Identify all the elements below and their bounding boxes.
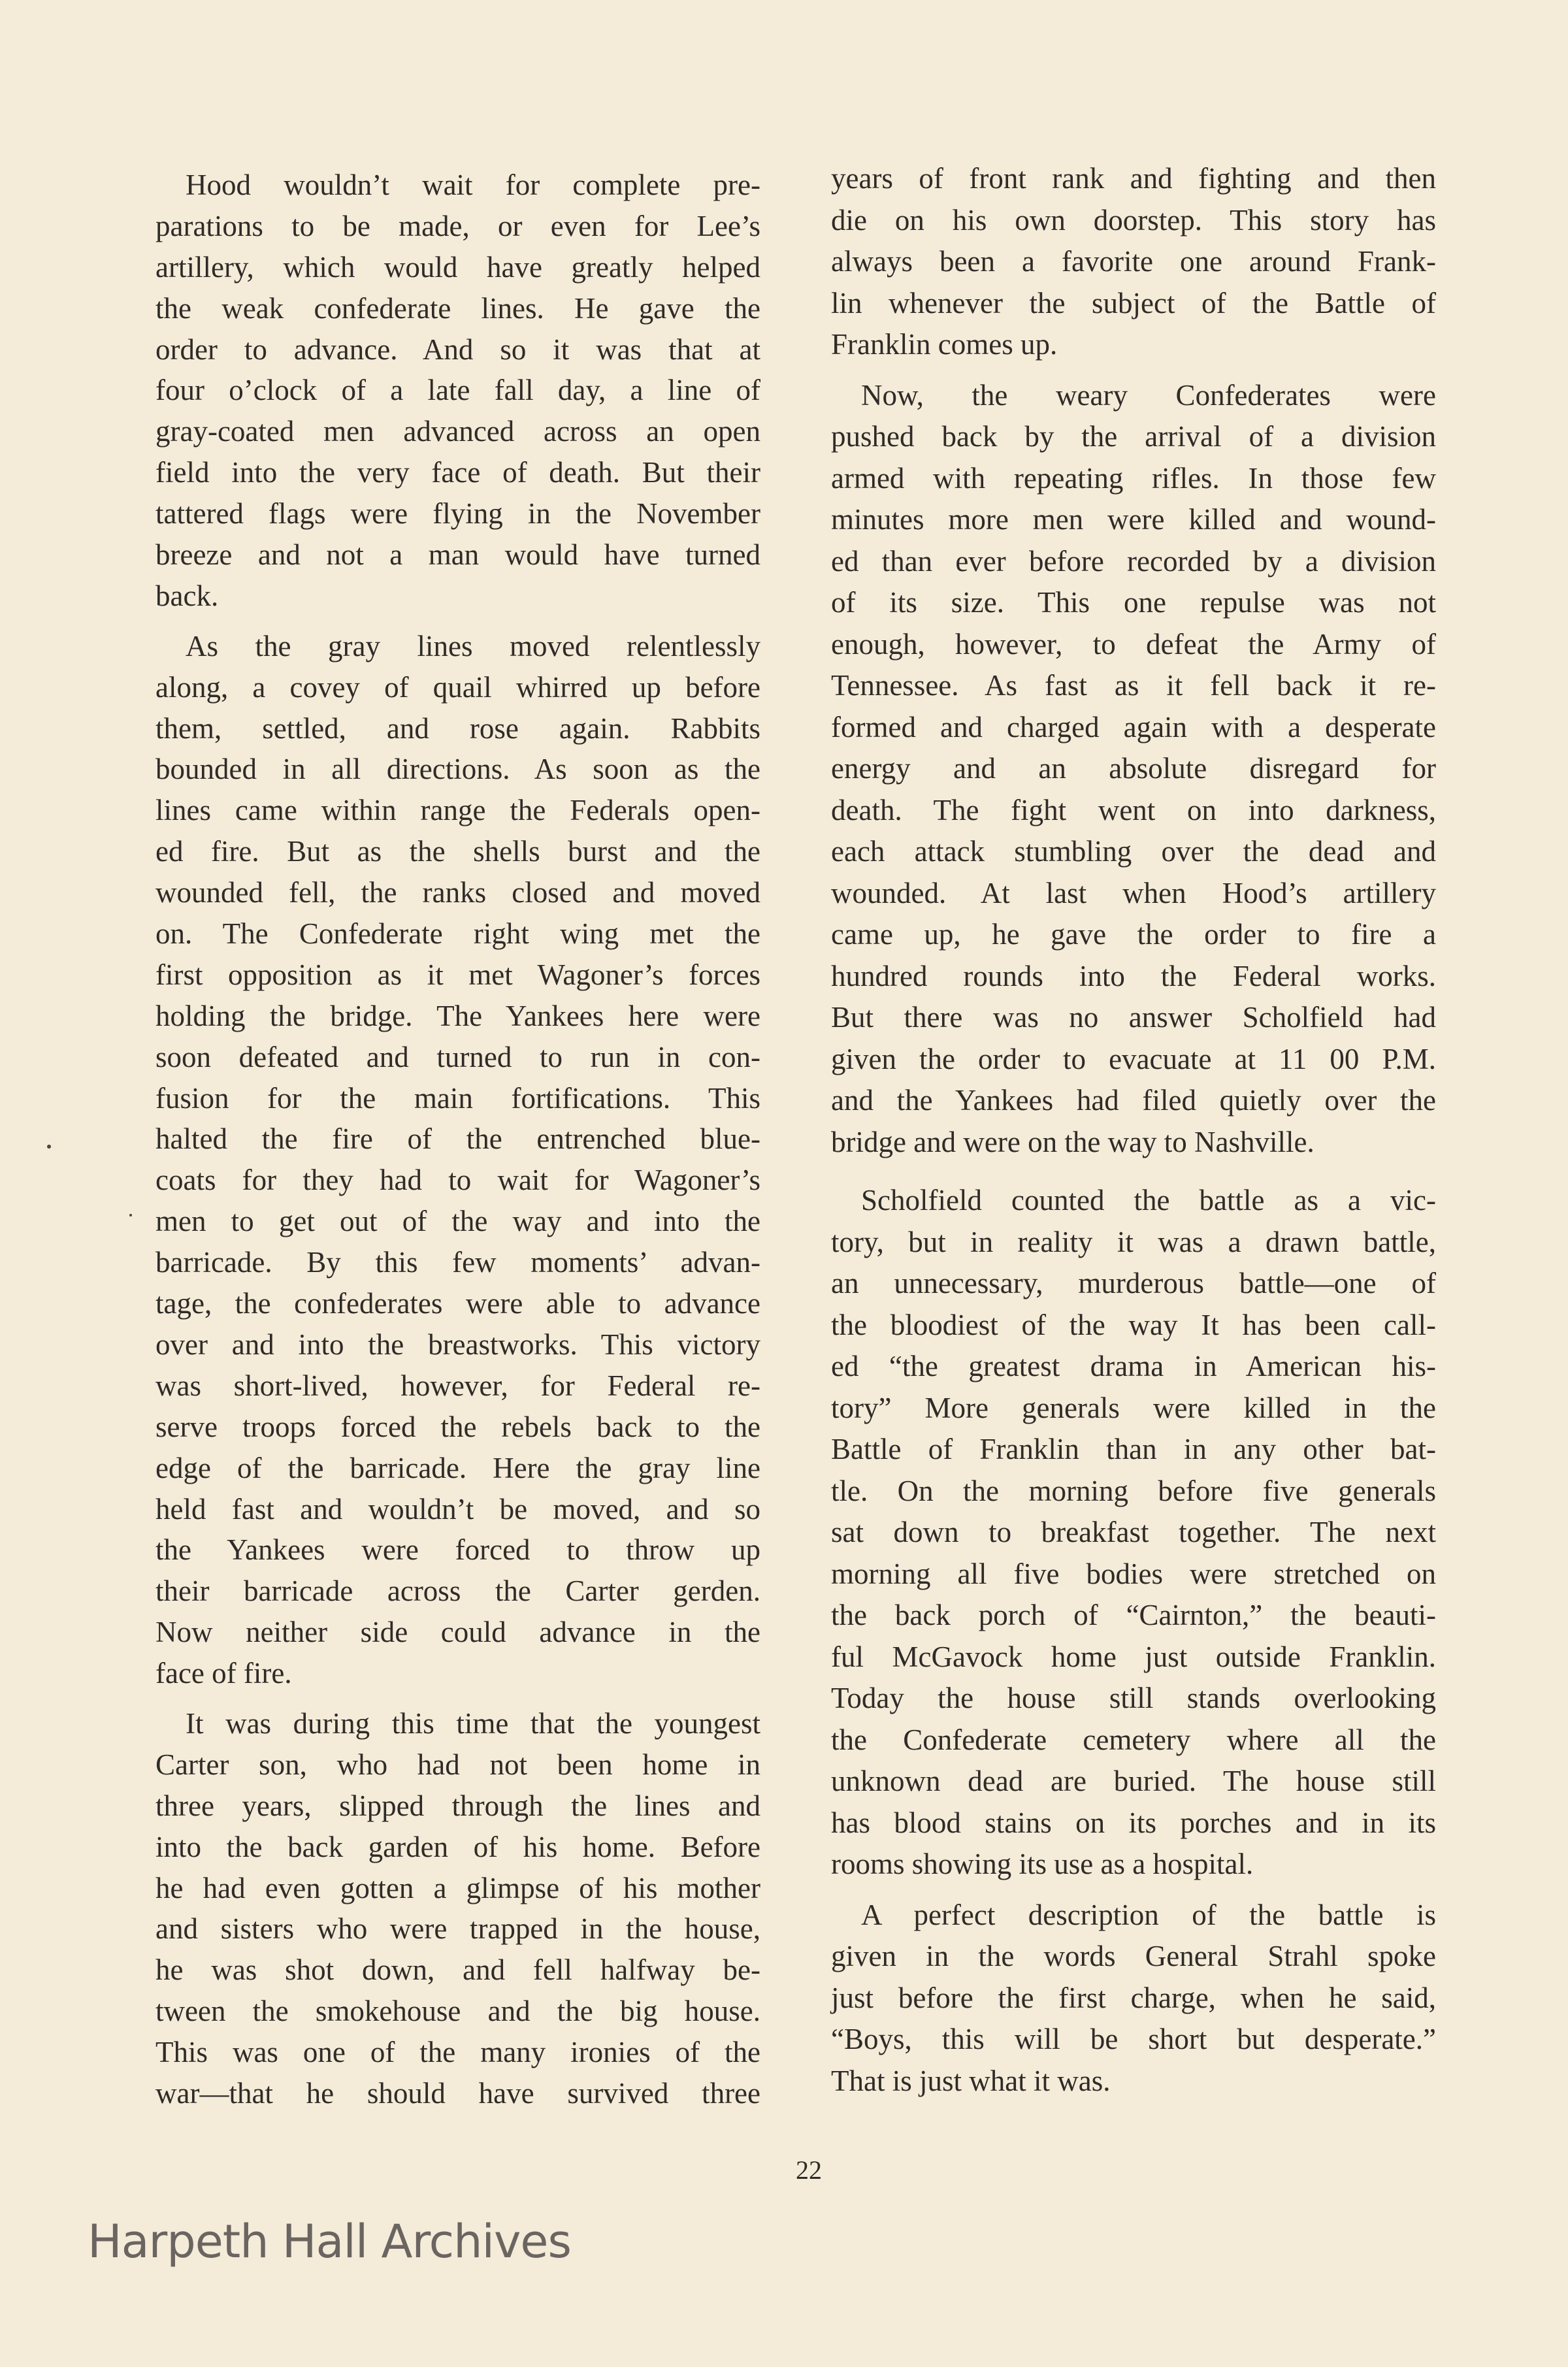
text-line: wounded fell, the ranks closed and moved bbox=[155, 876, 760, 909]
text-line: armed with repeating rifles. In those few bbox=[831, 461, 1436, 495]
paragraph bbox=[831, 1895, 1436, 2102]
paragraph bbox=[155, 165, 760, 617]
text-line: Now, the weary Confederates were bbox=[861, 378, 1436, 412]
text-line: fusion for the main fortifications. This bbox=[155, 1081, 760, 1115]
text-line: four o’clock of a late fall day, a line of bbox=[155, 374, 760, 407]
text-line: three years, slipped through the lines and bbox=[155, 1789, 760, 1822]
text-line: an unnecessary, murderous battle—one of bbox=[831, 1267, 1436, 1299]
text-line: bounded in all directions. As soon as the bbox=[155, 753, 760, 786]
text-line: always been a favorite one around Frank- bbox=[831, 245, 1436, 278]
text-line: them, settled, and rose again. Rabbits bbox=[155, 711, 760, 745]
text-line: tween the smokehouse and the big house. bbox=[155, 1995, 760, 2028]
text-line: morning all five bodies were stretched on bbox=[831, 1557, 1436, 1590]
text-line: order to advance. And so it was that at bbox=[155, 333, 760, 366]
text-line: has blood stains on its porches and in its bbox=[831, 1806, 1436, 1839]
text-line: just before the first charge, when he said, bbox=[831, 1981, 1436, 2014]
text-line: Scholfield counted the battle as a vic- bbox=[861, 1184, 1436, 1216]
text-line: rooms showing its use as a hospital. bbox=[831, 1848, 1254, 1880]
text-line: he was shot down, and fell halfway be- bbox=[155, 1953, 760, 1987]
text-line: parations to be made, or even for Lee’s bbox=[155, 209, 760, 242]
text-line: hundred rounds into the Federal works. bbox=[831, 959, 1436, 992]
text-line: of its size. This one repulse was not bbox=[831, 586, 1436, 619]
text-line: energy and an absolute disregard for bbox=[831, 752, 1436, 785]
text-line: ed than ever before recorded by a division bbox=[831, 544, 1436, 578]
text-line: tage, the confederates were able to advance bbox=[155, 1287, 760, 1320]
text-line: enough, however, to defeat the Army of bbox=[831, 627, 1436, 661]
text-line: As the gray lines moved relentlessly bbox=[186, 629, 760, 662]
text-line: first opposition as it met Wagoner’s forces bbox=[155, 958, 760, 991]
text-line: into the back garden of his home. Before bbox=[155, 1830, 760, 1863]
text-line: Tennessee. As fast as it fell back it re- bbox=[831, 669, 1436, 702]
text-line: years of front rank and fighting and then bbox=[831, 162, 1436, 195]
text-line: holding the bridge. The Yankees here were bbox=[155, 999, 760, 1032]
text-line: halted the fire of the entrenched blue- bbox=[155, 1122, 760, 1156]
text-line: along, a covey of quail whirred up before bbox=[155, 670, 760, 704]
text-line: tory, but in reality it was a drawn battle, bbox=[831, 1225, 1436, 1258]
paragraph bbox=[155, 1703, 760, 2114]
text-line: men to get out of the way and into the bbox=[155, 1205, 760, 1238]
text-line: tle. On the morning before five generals bbox=[831, 1474, 1436, 1507]
text-line: Franklin comes up. bbox=[831, 328, 1058, 361]
paper-speck bbox=[129, 1214, 132, 1216]
text-line: It was during this time that the youngest bbox=[186, 1706, 760, 1740]
paragraph bbox=[831, 158, 1436, 366]
text-line: the Confederate cemetery where all the bbox=[831, 1723, 1436, 1756]
paragraph bbox=[831, 375, 1436, 1164]
text-line: the Yankees were forced to throw up bbox=[155, 1533, 760, 1567]
text-line: This was one of the many ironies of the bbox=[155, 2036, 760, 2069]
text-line: and the Yankees had filed quietly over the bbox=[831, 1084, 1436, 1117]
text-line: formed and charged again with a desperate bbox=[831, 710, 1436, 743]
text-line: breeze and not a man would have turned bbox=[155, 538, 760, 572]
text-line: “Boys, this will be short but desperate.” bbox=[831, 2023, 1436, 2055]
text-line: and sisters who were trapped in the house, bbox=[155, 1912, 760, 1946]
text-line: unknown dead are buried. The house still bbox=[831, 1765, 1436, 1797]
text-line: back. bbox=[155, 579, 219, 612]
text-line: soon defeated and turned to run in con- bbox=[155, 1040, 760, 1073]
text-line: lines came within range the Federals open- bbox=[155, 794, 760, 827]
text-line: he had even gotten a glimpse of his mother bbox=[155, 1871, 760, 1904]
text-line: artillery, which would have greatly helped bbox=[155, 250, 760, 284]
text-line: serve troops forced the rebels back to the bbox=[155, 1410, 760, 1443]
text-line: the bloodiest of the way It has been call- bbox=[831, 1308, 1436, 1341]
text-line: Hood wouldn’t wait for complete pre- bbox=[186, 169, 760, 201]
text-line: But there was no answer Scholfield had bbox=[831, 1001, 1436, 1034]
text-line: came up, he gave the order to fire a bbox=[831, 918, 1436, 951]
text-line: gray-coated men advanced across an open bbox=[155, 415, 760, 448]
text-line: minutes more men were killed and wound- bbox=[831, 503, 1436, 536]
text-line: each attack stumbling over the dead and bbox=[831, 835, 1436, 868]
page-number: 22 bbox=[796, 2155, 822, 2185]
paragraph bbox=[831, 1180, 1436, 1885]
text-line: Carter son, who had not been home in bbox=[155, 1748, 760, 1781]
text-line: Battle of Franklin than in any other bat- bbox=[831, 1433, 1436, 1465]
text-line: ful McGavock home just outside Franklin. bbox=[831, 1640, 1436, 1673]
text-line: ed fire. But as the shells burst and the bbox=[155, 835, 760, 868]
text-line: Today the house still stands overlooking bbox=[831, 1682, 1436, 1714]
text-line: sat down to breakfast together. The next bbox=[831, 1516, 1436, 1548]
text-line: tattered flags were flying in the November bbox=[155, 497, 760, 531]
text-line: Now neither side could advance in the bbox=[155, 1616, 760, 1649]
text-line: A perfect description of the battle is bbox=[861, 1898, 1436, 1931]
text-line: given the order to evacuate at 11 00 P.M. bbox=[831, 1042, 1436, 1075]
text-line: on. The Confederate right wing met the bbox=[155, 917, 760, 951]
text-line: the weak confederate lines. He gave the bbox=[155, 291, 760, 325]
text-line: bridge and were on the way to Nashville. bbox=[831, 1125, 1315, 1158]
text-line: given in the words General Strahl spoke bbox=[831, 1940, 1436, 1972]
text-line: field into the very face of death. But their bbox=[155, 456, 760, 489]
text-line: held fast and wouldn’t be moved, and so bbox=[155, 1492, 760, 1526]
text-line: wounded. At last when Hood’s artillery bbox=[831, 876, 1436, 909]
text-line: was short-lived, however, for Federal re- bbox=[155, 1369, 760, 1402]
text-line: ed “the greatest drama in American his- bbox=[831, 1350, 1436, 1382]
text-line: the back porch of “Cairnton,” the beauti- bbox=[831, 1599, 1436, 1631]
text-line: war—that he should have survived three bbox=[155, 2076, 760, 2110]
paragraph bbox=[155, 626, 760, 1694]
text-line: face of fire. bbox=[155, 1657, 292, 1690]
text-line: their barricade across the Carter gerden. bbox=[155, 1575, 760, 1608]
text-line: lin whenever the subject of the Battle of bbox=[831, 286, 1436, 319]
text-line: death. The fight went on into darkness, bbox=[831, 793, 1436, 826]
right-column bbox=[831, 158, 1436, 2102]
archive-watermark: Harpeth Hall Archives bbox=[88, 2215, 571, 2268]
paper-speck bbox=[47, 1145, 51, 1149]
text-line: pushed back by the arrival of a division bbox=[831, 420, 1436, 453]
text-line: over and into the breastworks. This victory bbox=[155, 1328, 760, 1361]
text-line: barricade. By this few moments’ advan- bbox=[155, 1246, 760, 1279]
text-line: edge of the barricade. Here the gray line bbox=[155, 1451, 760, 1484]
text-line: coats for they had to wait for Wagoner’s bbox=[155, 1164, 760, 1197]
text-line: tory” More generals were killed in the bbox=[831, 1391, 1436, 1424]
left-column bbox=[155, 165, 760, 2114]
text-line: die on his own doorstep. This story has bbox=[831, 203, 1436, 237]
text-line: That is just what it was. bbox=[831, 2064, 1111, 2097]
